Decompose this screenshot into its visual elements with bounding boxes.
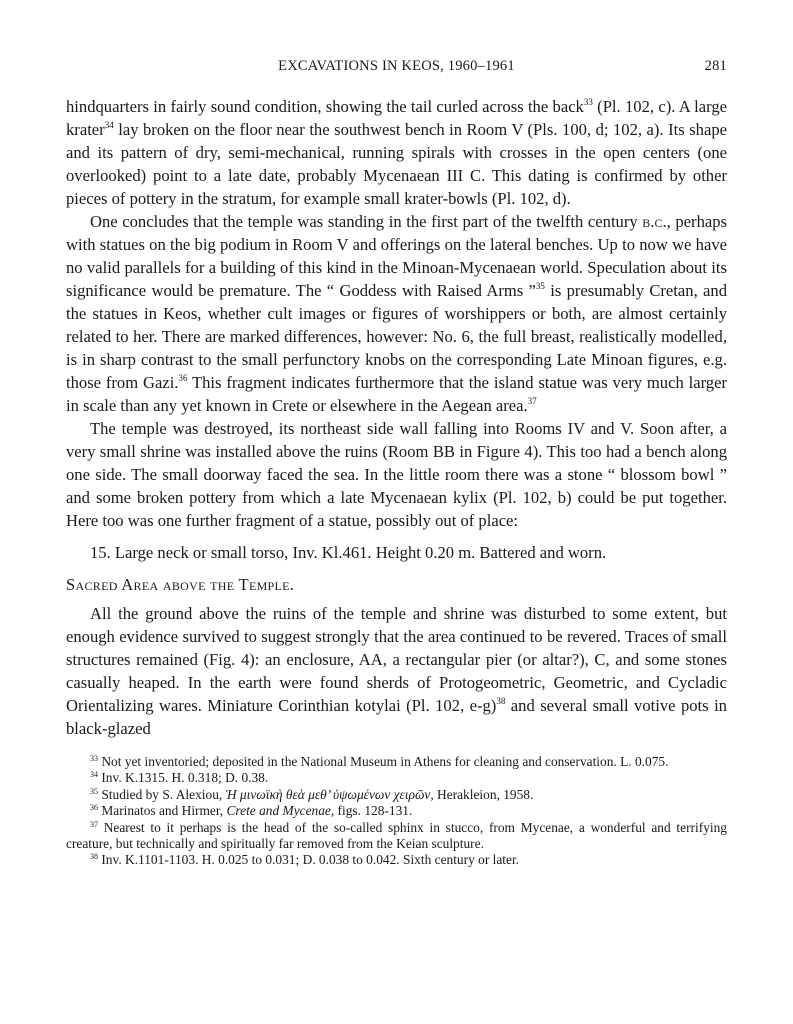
footnote-number: 33 [90, 754, 98, 763]
footnote-text: Not yet inventoried; deposited in the National Museum in Athens for cleaning and conservation. L. 0.075. [98, 754, 669, 769]
running-header [66, 58, 727, 82]
paragraph-3: The temple was destroyed, its northeast side wall falling into Rooms IV and V. Soon after, a very small shrine was installed above the ruins (Room BB in Figure 4). This too had a bench along one side. The small doorway faced the sea. In the little room there was a stone “ blossom bowl ” and some broken pottery from which a late Mycenaean kylix (Pl. 102, b) could be put together. Here too was one further fragment of a statue, possibly out of place: [66, 419, 727, 530]
footnote-text: Inv. K.1101-1103. H. 0.025 to 0.031; D. 0.038 to 0.042. Sixth century or later. [98, 852, 520, 868]
footnote-ref: 34 [104, 120, 114, 130]
paragraph-4 [66, 602, 727, 740]
footnote-text: Studied by S. Alexiou, [98, 786, 226, 802]
footnote-number: 34 [90, 770, 98, 780]
footnote-text: , Herakleion, 1958. [430, 786, 534, 802]
text-run: One concludes that the temple was standing in the first part of the twelfth century [90, 212, 643, 231]
text-run: is presumably Cretan, and the statues in Keos, whether cult images or figures of worshippers or both, are almost certainly related to her. There are marked differences, however: No. 6, the full breast, realistically modelled, is in sharp contrast to the small perfunctory knobs on the corresponding Late Minoan figures, e.g. those from Gazi. [66, 281, 727, 392]
greek-title: Ἡ μινωϊκὴ θεὰ μεθ’ ὑψωμένων χειρῶν [225, 786, 431, 802]
paragraph-1 [66, 95, 727, 210]
footnote-text: , figs. 128-131. [330, 803, 413, 819]
page [66, 58, 727, 869]
era-abbrev: b.c. [642, 212, 667, 231]
footnote-33 [66, 754, 727, 770]
book-title: Crete and Mycenae [226, 803, 331, 819]
catalog-item-15: 15. Large neck or small torso, Inv. Kl.461. Height 0.20 m. Battered and worn. [90, 543, 607, 562]
footnote-ref: 38 [496, 696, 506, 706]
footnote-number: 38 [90, 852, 98, 862]
running-title: EXCAVATIONS IN KEOS, 1960–1961 [278, 58, 515, 74]
footnotes [66, 754, 727, 869]
text-run: lay broken on the floor near the southwest bench in Room V (Pls. 100, d; 102, a). Its shape and its pattern of dry, semi-mechanical, running spirals with crosses in the open centers (one overlooked) point to a late date, probably Mycenaean III C. This dating is confirmed by other pieces of pottery in the stratum, for example small krater-bowls (Pl. 102, d). [66, 120, 727, 208]
text-run: (Pl. 102, c). A large krater [66, 97, 727, 139]
footnote-35 [66, 787, 727, 803]
footnote-number: 36 [90, 803, 98, 813]
footnote-ref: 33 [583, 97, 593, 107]
footnote-text: Marinatos and Hirmer, [98, 803, 227, 819]
text-run: All the ground above the ruins of the temple and shrine was disturbed to some extent, but enough evidence survived to suggest strongly that the area continued to be revered. Traces of small structures remained (Fig. 4): an enclosure, AA, a rectangular pier (or altar?), C, and some stones casually heaped. In the earth were found sherds of Protogeometric, Geometric, and Cycladic Orientalizing wares. Miniature Corinthian kotylai (Pl. 102, e-g) [66, 604, 727, 715]
footnote-34 [66, 770, 727, 786]
body-text [66, 95, 727, 740]
footnote-ref: 37 [527, 396, 537, 406]
footnote-ref: 35 [535, 281, 545, 291]
footnote-ref: 36 [178, 373, 188, 383]
footnote-36 [66, 803, 727, 819]
text-run: This fragment indicates furthermore that the island statue was very much larger in scale than any yet known in Crete or elsewhere in the Aegean area. [66, 373, 727, 415]
section-heading: Sacred Area above the Temple. [66, 575, 295, 594]
footnote-number: 35 [90, 786, 98, 796]
text-run: hindquarters in fairly sound condition, showing the tail curled across the back [66, 97, 584, 116]
footnote-text: Nearest to it perhaps is the head of the so-called sphinx in stucco, from Mycenae, a wonderful and terrifying creature, but technically and spiritually far removed from the Keian sculpture. [66, 819, 727, 852]
text-run: and several small votive pots in black-glazed [66, 696, 727, 738]
footnote-text: Inv. K.1315. H. 0.318; D. 0.38. [98, 770, 269, 786]
text-run: , perhaps with statues on the big podium in Room V and offerings on the lateral benches. Up to now we have no valid parallels for a building of this kind in the Minoan-Mycenaean world. Speculation about its significance would be premature. The “ Goddess with Raised Arms ” [66, 212, 727, 300]
page-number: 281 [704, 58, 727, 74]
footnote-37 [66, 820, 727, 853]
footnote-number: 37 [90, 819, 98, 829]
paragraph-2 [66, 210, 727, 417]
footnote-38 [66, 852, 727, 868]
